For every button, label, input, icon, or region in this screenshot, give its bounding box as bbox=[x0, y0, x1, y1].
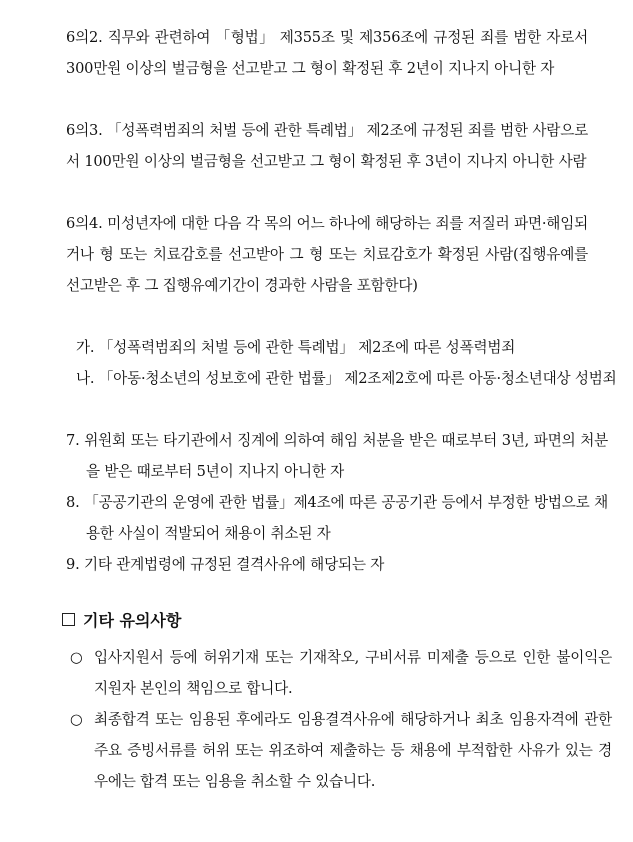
checkbox-square-icon bbox=[62, 613, 75, 626]
note-item bbox=[70, 704, 612, 797]
circle-bullet-icon: ○ bbox=[70, 649, 83, 666]
note-text: 입사지원서 등에 허위기재 또는 기재착오, 구비서류 미제출 등으로 인한 불이익은 지원자 본인의 책임으로 합니다. bbox=[94, 649, 612, 697]
item-6-2: 6의2. 직무와 관련하여 「형법」 제355조 및 제356조에 규정된 죄를 범한 자로서 300만원 이상의 벌금형을 선고받고 그 형이 확정된 후 2년이 지나지 아니한 자 bbox=[66, 29, 588, 77]
item-7: 7. 위원회 또는 타기관에서 징계에 의하여 해임 처분을 받은 때로부터 3년, 파면의 처분을 받은 때로부터 5년이 지나지 아니한 자 bbox=[66, 432, 608, 480]
section-title: 기타 유의사항 bbox=[83, 611, 182, 630]
item-6-4-ga: 가. 「성폭력범죄의 처벌 등에 관한 특례법」 제2조에 따른 성폭력범죄 bbox=[76, 339, 516, 356]
item-8: 8. 「공공기관의 운영에 관한 법률」제4조에 따른 공공기관 등에서 부정한 방법으로 채용한 사실이 적발되어 채용이 취소된 자 bbox=[66, 494, 608, 542]
circle-bullet-icon: ○ bbox=[70, 711, 83, 728]
item-6-3: 6의3. 「성폭력범죄의 처벌 등에 관한 특례법」 제2조에 규정된 죄를 범한 사람으로서 100만원 이상의 벌금형을 선고받고 그 형이 확정된 후 3년이 지나지 아니한 사람 bbox=[66, 122, 588, 170]
item-6-4-na: 나. 「아동·청소년의 성보호에 관한 법률」 제2조제2호에 따른 아동·청소년대상 성범죄 bbox=[76, 370, 617, 387]
item-6-4: 6의4. 미성년자에 대한 다음 각 목의 어느 하나에 해당하는 죄를 저질러 파면·해임되거나 형 또는 치료감호를 선고받아 그 형 또는 치료감호가 확정된 사람(집행유예를 선고받은 후 그 집행유예기간이 경과한 사람을 포함한다) bbox=[66, 215, 588, 294]
note-text: 최종합격 또는 임용된 후에라도 임용결격사유에 해당하거나 최초 임용자격에 관한 주요 증빙서류를 허위 또는 위조하여 제출하는 등 채용에 부적합한 사유가 있는 경우에는 합격 또는 임용을 취소할 수 있습니다. bbox=[94, 711, 612, 790]
section-heading bbox=[62, 607, 181, 635]
item-9: 9. 기타 관계법령에 규정된 결격사유에 해당되는 자 bbox=[66, 556, 385, 573]
note-item bbox=[70, 642, 612, 704]
